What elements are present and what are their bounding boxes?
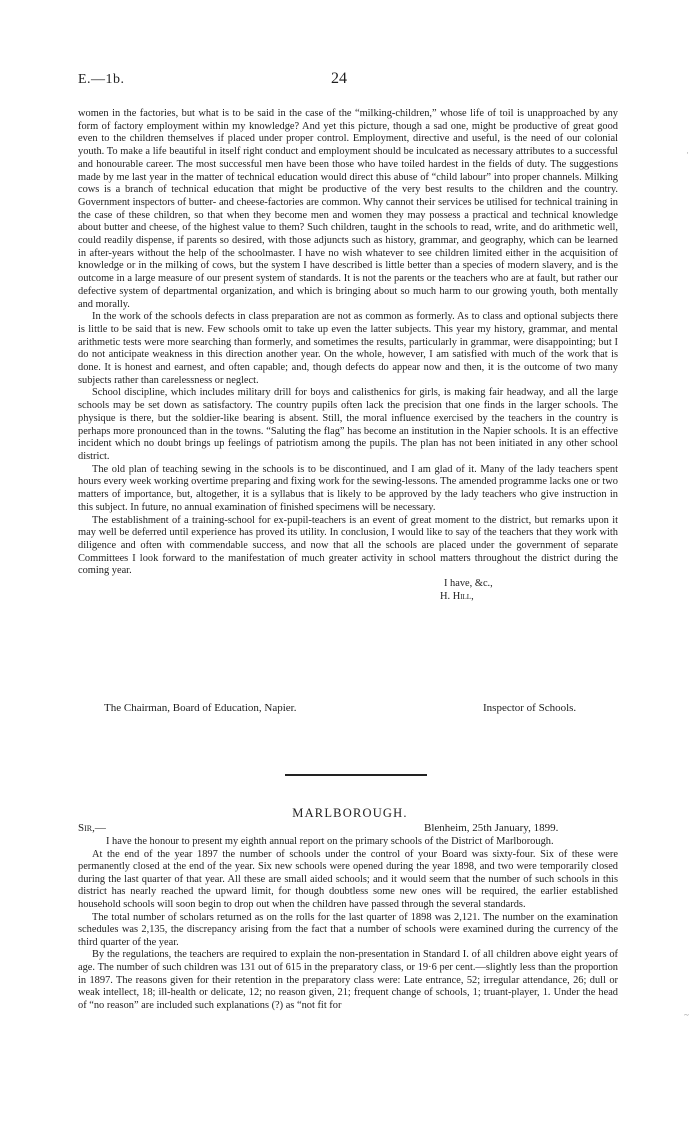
report-body-marlborough: [78, 836, 618, 1012]
paragraph: The total number of scholars returned as on the rolls for the last quarter of 1898 was 2,121. The number on the examination schedules was 2,135, the discrepancy arising from the fact that a number of schools were examined during the currency of the third quarter of the year.: [78, 911, 618, 948]
paragraph: I have the honour to present my eighth annual report on the primary schools of the District of Marlborough.: [106, 836, 554, 847]
signature-row: [78, 591, 618, 604]
margin-mark: ~: [684, 1010, 689, 1020]
report-body-hawkes-bay: [78, 108, 618, 604]
place-date: Blenheim, 25th January, 1899.: [424, 822, 559, 834]
closing-row: [78, 578, 618, 591]
section-title: MARLBOROUGH.: [292, 806, 408, 820]
paragraph: women in the factories, but what is to be said in the case of the “milking-children,” whose life of toil is unapproached by any form of factory employment within my knowledge? And yet this picture, though a sad one, might be productive of great good even to the children themselves if placed under proper control. Employment, directive and useful, is the need of our colonial youth. To make a life beautiful in itself right conduct and employment should be inculcated as necessary attributes to a successful and honourable career. The most successful men have been those who have toiled hardest in the fields of duty. The suggestions made by me last year in the matter of technical education would direct this abuse of “child labour” into proper channels. Milking cows is a branch of technical education that might be productive of the very best results to the children and the country. Government inspectors of butter- and cheese-factories are common. Why cannot their services be utilised for technical training in the case of these children, so that when they become men and women they may possess a practical and technical knowledge about butter and cheese, of the highest value to them? Such children, taught in the schools to read, write, and do arithmetic well, could readily dispense, if parents so desired, with those adjuncts such as history, grammar, and geography, which can be learned in after-years without the help of the schoolmaster. I have no wish whatever to see children limited either in the acquisition of knowledge or in the milking of cows, but the system I have described is little better than a species of modern slavery, and is the outcome in a large measure of our present system of standards. It is not the parents or the teachers who are at fault, but rather our defective system of departmental organization, and which is bringing about so much harm to our growing youth, both mentally and morally.: [78, 108, 618, 310]
addressee: The Chairman, Board of Education, Napier.: [104, 702, 297, 714]
paragraph: The old plan of teaching sewing in the schools is to be discontinued, and I am glad of it. Many of the lady teachers spent hours every week working overtime preparing and fixing work for the sewing-lessons. The amended programme lacks one or two matters of importance, but, altogether, it is a syllabus that is likely to be approved by the lady teachers who give instruction in this subject. In future, no annual examination of finished specimens will be necessary.: [78, 463, 618, 513]
closing-text: I have, &c.,: [444, 578, 493, 590]
signer-title: Inspector of Schools.: [483, 702, 577, 714]
paragraph: In the work of the schools defects in class preparation are not as common as formerly. As to class and optional subjects there is little to be said that is new. Few schools omit to take up even the latter subjects. This year my history, grammar, and mental arithmetic tests were more searching than formerly, and sometimes the results, particularly in grammar, were disappointing; but I do not anticipate weakness in this direction another year. On the whole, however, I am satisfied with much of the work that is done. It is honest and earnest, and often capable; and, though defects do appear now and then, it is the outcome of two many subjects rather than carelessness or neglect.: [78, 311, 618, 386]
page-number: 24: [331, 70, 347, 87]
salutation: Sir,—: [78, 822, 106, 834]
paragraph: The establishment of a training-school for ex-pupil-teachers is an event of great moment to the district, but remarks upon it may well be deferred until experience has proved its utility. In conclusion, I would like to say of the teachers that they work with diligence and often with commendable success, and now that all the schools are placed under the government of separate Committees I look forward to the manifestation of much greater activity in school matters throughout the district during the coming year.: [78, 514, 618, 577]
section-divider: [285, 774, 427, 776]
paragraph: School discipline, which includes military drill for boys and calisthenics for girls, is making fair headway, and all the large schools may be set down as satisfactory. The country pupils often lack the precision that one finds in the larger schools. The physique is there, but the soldier-like bearing is absent. Still, the moral influence exercised by the teachers in the country is perhaps more pronounced than in the towns. “Saluting the flag” has become an institution in the Napier schools. It is an effective incident which no doubt brings up feelings of patriotism among the pupils. The plan has not been initiated in any other school district.: [78, 387, 618, 462]
paragraph: At the end of the year 1897 the number of schools under the control of your Board was sixty-four. Six of these were permanently closed at the end of the year. Six new schools were opened during the year 1898, and two were temporarily closed during the last quarter of that year. All these are small aided schools; and it would seem that the number of such schools in this district has nearly reached the upward limit, for though doubtless some new ones will be required, the earlier established household schools will soon begin to drop out when the children have passed through the several standards.: [78, 848, 618, 910]
signature: H. Hill,: [440, 591, 474, 603]
paragraph: By the regulations, the teachers are required to explain the non-presentation in Standard I. of all children above eight years of age. The number of such children was 131 out of 615 in the preparatory class, or 19·6 per cent.—slightly less than the proportion in 1897. The reasons given for their retention in the preparatory class were: Late entrance, 52; irregular attendance, 26; dull or weak intellect, 18; ill-health or delicate, 12; no reason given, 21; frequent change of schools, 1; truant-player, 1. Under the head of “no reason” are included such explanations (?) as “not fit for: [78, 949, 618, 1011]
margin-mark: ·: [686, 148, 689, 158]
series-label: E.—1b.: [78, 72, 125, 87]
